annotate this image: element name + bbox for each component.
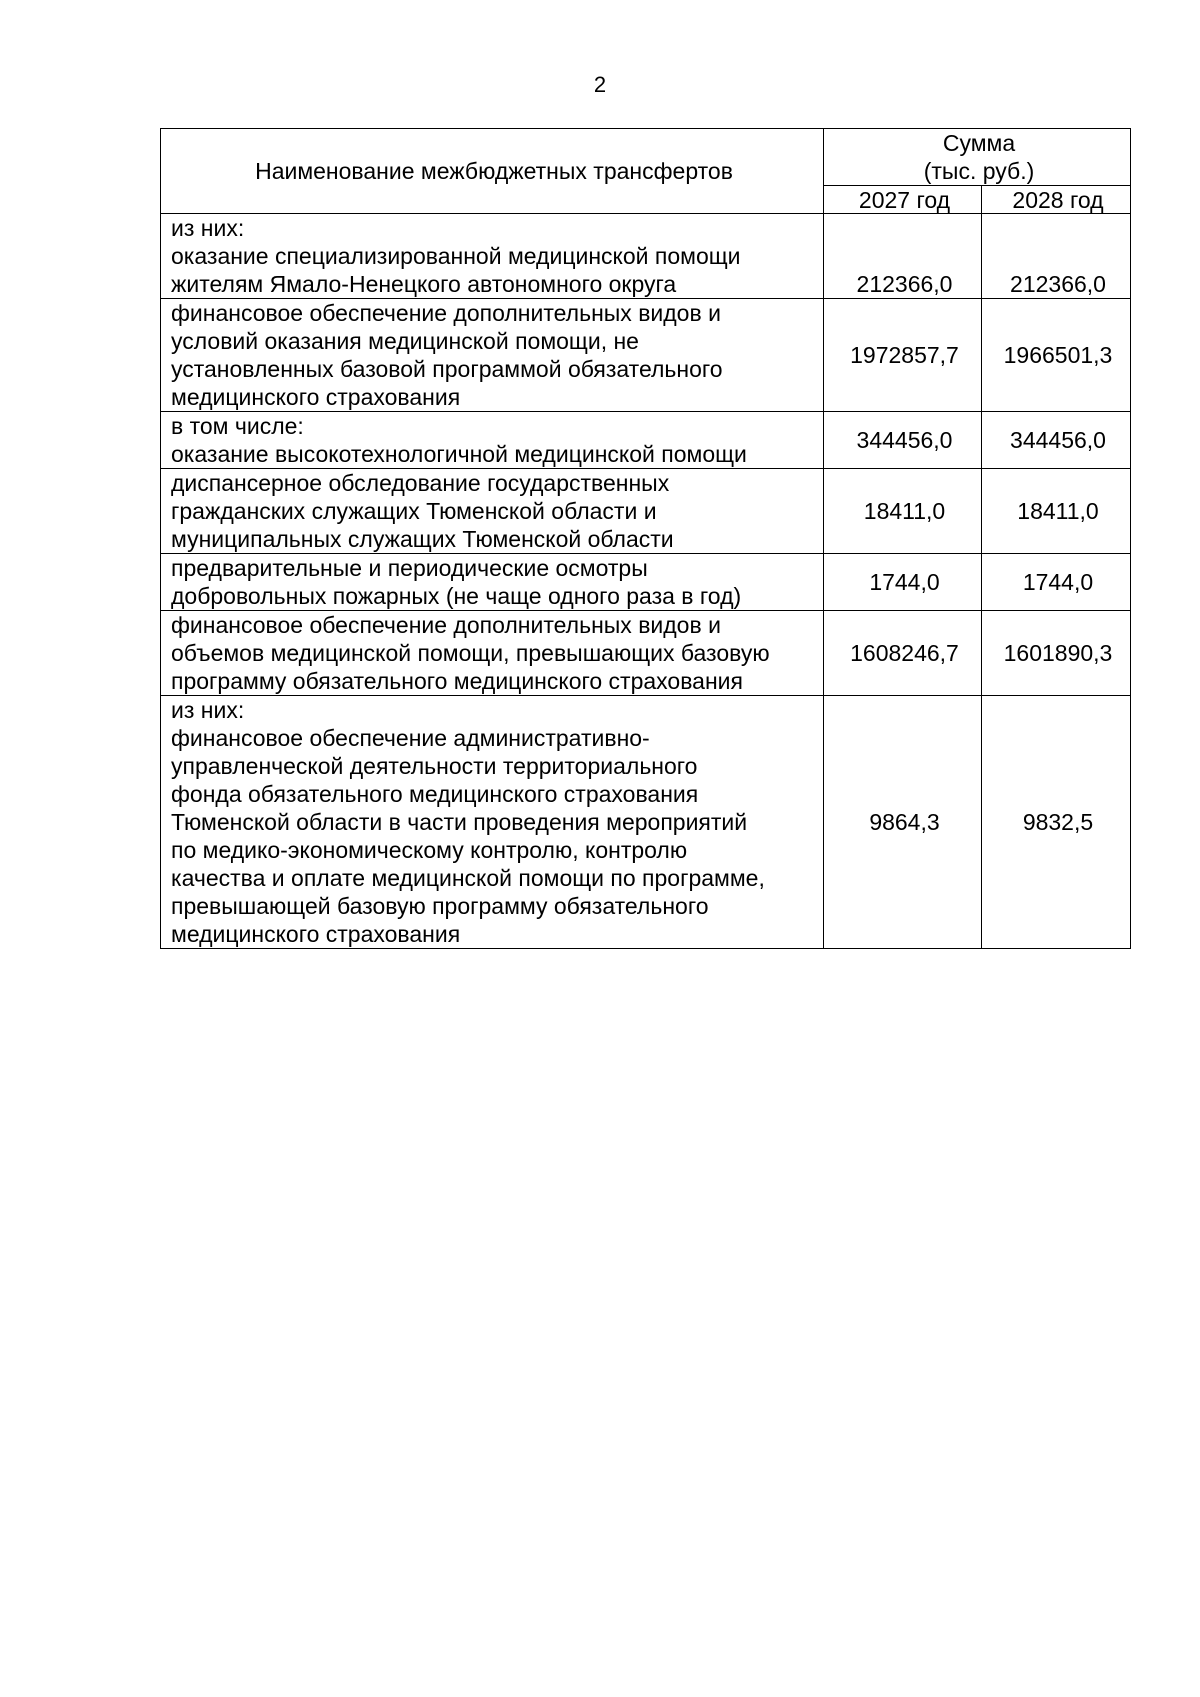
- value-2028: 344456,0: [982, 412, 1131, 469]
- header-name-cell: Наименование межбюджетных трансфертов: [161, 129, 824, 214]
- value-2027: 212366,0: [824, 214, 982, 299]
- row-name-cell: [161, 214, 824, 299]
- row-name-cell: [161, 696, 824, 949]
- header-year-2028: 2028 год: [982, 186, 1131, 214]
- row-text-line: оказание высокотехнологичной медицинской помощи: [171, 441, 747, 467]
- table-row: [161, 611, 1131, 696]
- header-sum-cell: [824, 129, 1131, 186]
- table-row: [161, 469, 1131, 554]
- row-text-line: медицинского страхования: [171, 384, 461, 410]
- row-text-line: гражданских служащих Тюменской области и: [171, 498, 657, 524]
- row-text-line: финансовое обеспечение дополнительных видов и: [171, 300, 721, 326]
- value-2027: 1608246,7: [824, 611, 982, 696]
- header-sum-label: Сумма: [942, 130, 1016, 156]
- row-text-line: программу обязательного медицинского страхования: [171, 668, 743, 694]
- header-year-2027: 2027 год: [824, 186, 982, 214]
- row-text-line: добровольных пожарных (не чаще одного раза в год): [171, 583, 742, 609]
- row-text-line: объемов медицинской помощи, превышающих базовую: [171, 640, 770, 666]
- value-2028: 1744,0: [982, 554, 1131, 611]
- value-2028: 1966501,3: [982, 299, 1131, 412]
- row-text-line: диспансерное обследование государственных: [171, 470, 670, 496]
- value-2027: 1972857,7: [824, 299, 982, 412]
- row-text-line: управленческой деятельности территориального: [171, 753, 698, 779]
- row-text-line: жителям Ямало-Ненецкого автономного округа: [171, 271, 677, 297]
- table-row: [161, 554, 1131, 611]
- header-row: [161, 129, 1131, 186]
- value-2027: 18411,0: [824, 469, 982, 554]
- row-text-line: финансовое обеспечение административно-: [171, 725, 650, 751]
- row-name-cell: [161, 299, 824, 412]
- table-row: [161, 299, 1131, 412]
- row-text-line: из них:: [171, 697, 245, 723]
- row-name-cell: [161, 412, 824, 469]
- row-text-line: из них:: [171, 215, 245, 241]
- value-2028: 18411,0: [982, 469, 1131, 554]
- value-2028: 1601890,3: [982, 611, 1131, 696]
- row-text-line: медицинского страхования: [171, 921, 461, 947]
- row-text-line: превышающей базовую программу обязательного: [171, 893, 709, 919]
- row-name-cell: [161, 611, 824, 696]
- table-row: [161, 412, 1131, 469]
- page-number: 2: [593, 72, 607, 97]
- table-row: [161, 214, 1131, 299]
- row-text-line: установленных базовой программой обязательного: [171, 356, 723, 382]
- row-text-line: качества и оплате медицинской помощи по программе,: [171, 865, 765, 891]
- table-row: [161, 696, 1131, 949]
- value-2027: 9864,3: [824, 696, 982, 949]
- row-text-line: условий оказания медицинской помощи, не: [171, 328, 639, 354]
- header-sum-unit: (тыс. руб.): [923, 158, 1035, 184]
- value-2027: 344456,0: [824, 412, 982, 469]
- row-text-line: фонда обязательного медицинского страхования: [171, 781, 699, 807]
- value-2028: 212366,0: [982, 214, 1131, 299]
- row-text-line: муниципальных служащих Тюменской области: [171, 526, 674, 552]
- row-text-line: предварительные и периодические осмотры: [171, 555, 648, 581]
- value-2028: 9832,5: [982, 696, 1131, 949]
- row-name-cell: [161, 554, 824, 611]
- row-text-line: по медико-экономическому контролю, контролю: [171, 837, 688, 863]
- row-text-line: оказание специализированной медицинской помощи: [171, 243, 741, 269]
- transfers-table: [160, 128, 1131, 949]
- row-text-line: Тюменской области в части проведения мероприятий: [171, 809, 748, 835]
- row-name-cell: [161, 469, 824, 554]
- row-text-line: финансовое обеспечение дополнительных видов и: [171, 612, 721, 638]
- row-text-line: в том числе:: [171, 413, 304, 439]
- value-2027: 1744,0: [824, 554, 982, 611]
